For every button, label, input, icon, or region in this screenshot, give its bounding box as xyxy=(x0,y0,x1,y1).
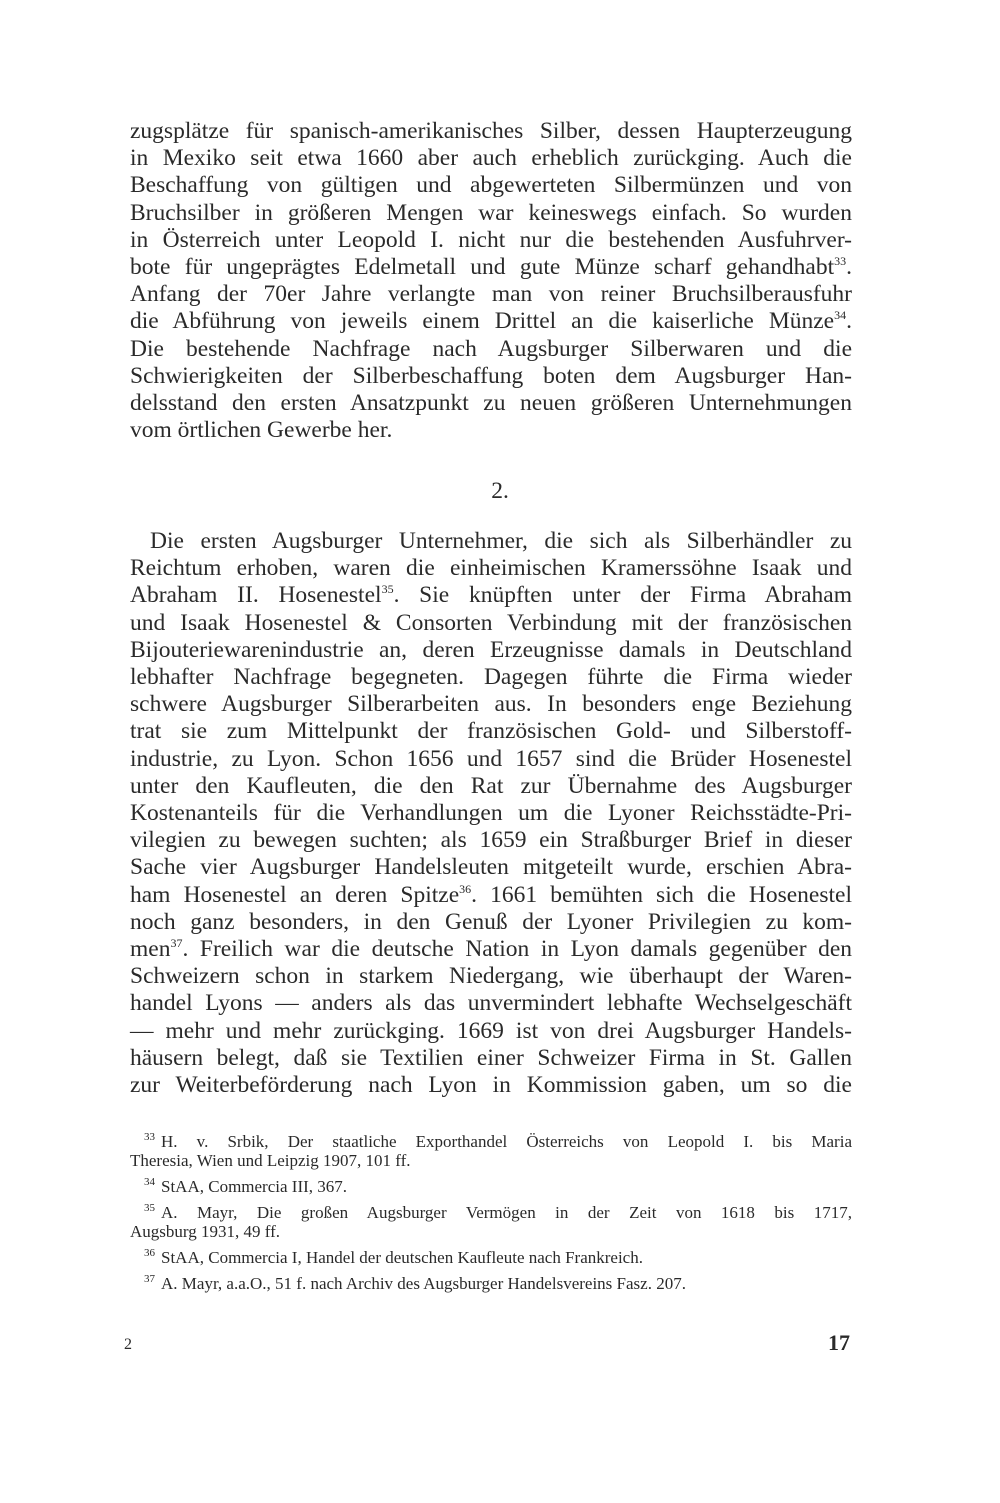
text-line: in Mexiko seit etwa 1660 aber auch erheblich zurückging. Auch die xyxy=(130,145,852,172)
text-segment: . xyxy=(846,254,852,281)
footnote-36 xyxy=(130,1248,852,1267)
text-line: industrie, zu Lyon. Schon 1656 und 1657 sind die Brüder Hosenestel xyxy=(130,745,852,772)
footnote-ref-35[interactable]: 35 xyxy=(381,582,394,597)
text-line xyxy=(130,936,852,963)
page-number: 17 xyxy=(828,1330,850,1355)
text-segment: . Freilich war die deutsche Nation in Lyon damals gegenüber den xyxy=(182,936,852,963)
footnote-ref-34[interactable]: 34 xyxy=(834,308,847,323)
footnote-number: 33 xyxy=(144,1131,155,1144)
text-line: Schwierigkeiten der Silberbeschaffung boten dem Augsburger Han- xyxy=(130,362,852,389)
footnote-ref-33[interactable]: 33 xyxy=(834,254,847,269)
footnote-ref-36[interactable]: 36 xyxy=(459,881,472,896)
printer-signature: 2 xyxy=(124,1336,132,1353)
text-line: Bruchsilber in größeren Mengen war keineswegs einfach. So wurden xyxy=(130,199,852,226)
text-line: Die bestehende Nachfrage nach Augsburger Silberwaren und die xyxy=(130,335,852,362)
text-segment: H. v. Srbik, Der staatliche Exporthandel Österreichs von Leopold I. bis Maria xyxy=(161,1132,852,1151)
text-line: schwere Augsburger Silberarbeiten aus. In besonders enge Beziehung xyxy=(130,691,852,718)
text-segment: men xyxy=(130,936,171,963)
text-line: in Österreich unter Leopold I. nicht nur die bestehenden Ausfuhrver- xyxy=(130,226,852,253)
text-line: Beschaffung von gültigen und abgewerteten Silbermünzen und von xyxy=(130,172,852,199)
text-line: und Isaak Hosenestel & Consorten Verbindung mit der französischen xyxy=(130,609,852,636)
footnote-number: 35 xyxy=(144,1202,155,1215)
text-segment: StAA, Commercia I, Handel der deutschen Kaufleute nach Frankreich. xyxy=(161,1248,643,1267)
footnotes xyxy=(130,1132,852,1300)
text-segment: bote für ungeprägtes Edelmetall und gute Münze scharf gehandhabt xyxy=(130,254,835,281)
footnote-line xyxy=(130,1203,852,1222)
footnote-number: 34 xyxy=(144,1176,155,1189)
text-line xyxy=(130,308,852,335)
text-segment: A. Mayr, a.a.O., 51 f. nach Archiv des Augsburger Handelsvereins Fasz. 207. xyxy=(161,1274,686,1293)
footnote-number: 36 xyxy=(144,1247,155,1260)
footnote-line: Augsburg 1931, 49 ff. xyxy=(130,1222,281,1241)
text-line: Anfang der 70er Jahre verlangte man von reiner Bruchsilberausfuhr xyxy=(130,281,852,308)
footnote-line xyxy=(130,1177,852,1196)
footnote-line xyxy=(130,1248,852,1267)
paragraph-1 xyxy=(130,118,852,444)
text-line: handel Lyons — anders als das unvermindert lebhafte Wechselgeschäft xyxy=(130,990,852,1017)
text-line: Sache vier Augsburger Handelsleuten mitgeteilt wurde, erschien Abra- xyxy=(130,854,852,881)
footnote-33 xyxy=(130,1132,852,1170)
footnote-line xyxy=(130,1132,852,1151)
footnote-number: 37 xyxy=(144,1273,155,1286)
text-line: Reichtum erhoben, waren die einheimischen Kramerssöhne Isaak und xyxy=(130,555,852,582)
text-segment: StAA, Commercia III, 367. xyxy=(161,1177,348,1196)
text-line: häusern belegt, daß sie Textilien einer Schweizer Firma in St. Gallen xyxy=(130,1044,852,1071)
footnote-34 xyxy=(130,1177,852,1196)
footnote-37 xyxy=(130,1274,852,1293)
text-line: — mehr und mehr zurückging. 1669 ist von drei Augsburger Handels- xyxy=(130,1017,852,1044)
footnote-ref-37[interactable]: 37 xyxy=(170,936,183,951)
text-segment: . Sie knüpften unter der Firma Abraham xyxy=(393,582,852,609)
text-segment: Abraham II. Hosenestel xyxy=(130,582,382,609)
text-line: zugsplätze für spanisch-amerikanisches Silber, dessen Haupterzeugung xyxy=(130,118,852,144)
footnote-35 xyxy=(130,1203,852,1241)
text-segment: die Abführung von jeweils einem Drittel an die kaiserliche Münze xyxy=(130,308,835,335)
text-line: Kostenanteils für die Verhandlungen um die Lyoner Reichsstädte-Pri- xyxy=(130,800,852,827)
text-line: unter den Kaufleuten, die den Rat zur Übernahme des Augsburger xyxy=(130,772,852,799)
section-number: 2. xyxy=(491,478,509,504)
paragraph-2 xyxy=(130,528,852,1099)
text-line: trat sie zum Mittelpunkt der französischen Gold- und Silberstoff- xyxy=(130,718,852,745)
text-line: zur Weiterbeförderung nach Lyon in Kommission gaben, um so die xyxy=(130,1072,852,1099)
text-line: delsstand den ersten Ansatzpunkt zu neuen größeren Unternehmungen xyxy=(130,390,852,417)
text-segment: . xyxy=(846,308,852,335)
text-segment: ham Hosenestel an deren Spitze xyxy=(130,881,460,908)
text-line: Schweizern schon in starkem Niedergang, wie überhaupt der Waren- xyxy=(130,963,852,990)
text-segment: A. Mayr, Die großen Augsburger Vermögen in der Zeit von 1618 bis 1717, xyxy=(161,1203,852,1222)
text-line: vilegien zu bewegen suchten; als 1659 ein Straßburger Brief in dieser xyxy=(130,827,852,854)
text-segment: . 1661 bemühten sich die Hosenestel xyxy=(471,881,852,908)
footnote-line: Theresia, Wien und Leipzig 1907, 101 ff. xyxy=(130,1151,411,1170)
text-line: noch ganz besonders, in den Genuß der Lyoner Privilegien zu kom- xyxy=(130,908,852,935)
footnote-line xyxy=(130,1274,852,1293)
text-line: lebhafter Nachfrage begegneten. Dagegen führte die Firma wieder xyxy=(130,664,852,691)
text-line: Bijouteriewarenindustrie an, deren Erzeugnisse damals in Deutschland xyxy=(130,636,852,663)
text-line: vom örtlichen Gewerbe her. xyxy=(130,417,393,444)
text-line xyxy=(130,254,852,281)
text-line xyxy=(130,882,852,909)
text-line xyxy=(130,582,852,609)
text-line: Die ersten Augsburger Unternehmer, die sich als Silberhändler zu xyxy=(150,528,852,554)
